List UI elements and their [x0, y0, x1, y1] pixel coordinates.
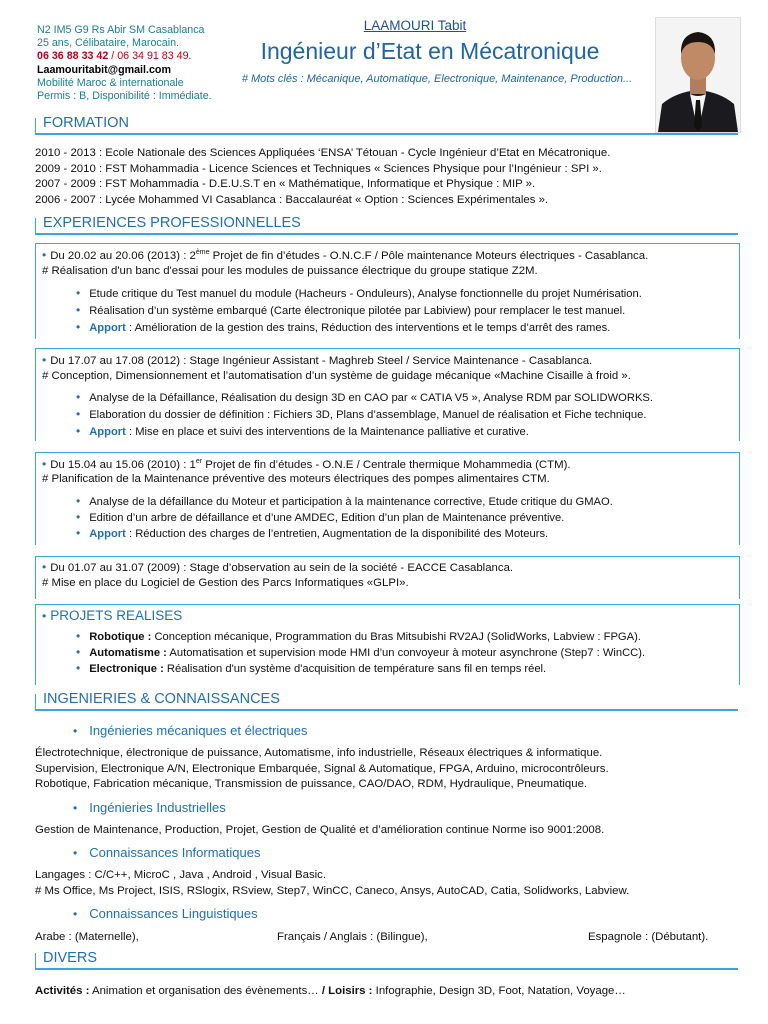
candidate-name: LAAMOURI Tabit — [363, 18, 467, 33]
job-bullet: • Edition d’un arbre de défaillance et d’une AMDEC, Edition d’un plan de Maintenance préventive. — [76, 510, 565, 524]
section-projects — [35, 604, 740, 685]
job-header: • Du 17.07 au 17.08 (2012) : Stage Ingénieur Assistant - Maghreb Steel / Service Maintenance - Casablanca. — [42, 353, 593, 367]
job-block — [35, 243, 740, 339]
project-item: • Automatisme : Automatisation et supervision mode HMI d’un convoyeur à moteur asynchrone (Step7 : WinCC). — [76, 645, 646, 659]
job-bullet: • Elaboration du dossier de définition : Fichiers 3D, Plans d’assemblage, Manuel de réalisation et Fiche technique. — [76, 407, 647, 421]
formation-item: 2006 - 2007 : Lycée Mohammed VI Casablanca : Baccalauréat « Option : Sciences Expérimentales ». — [35, 193, 549, 206]
section-title: DIVERS — [43, 950, 97, 966]
job-block — [35, 556, 740, 599]
job-block — [35, 348, 740, 441]
phones: 06 36 88 33 42 / 06 34 91 83 49. — [37, 50, 192, 63]
mech-lines: Électrotechnique, électronique de puissance, Automatisme, info industrielle, Réseaux électriques & informatique. Supervision, Electronique A/N, Electronique Embarquée, Signal & Automatique, FPGA, Arduino, microcontrôleurs. Robotique, Fabrication mécanique, Transmission de puissance, CAO/DAO, RDM, Hydraulique, Pneumatique. — [35, 747, 609, 791]
language-spanish: Espagnole : (Débutant). — [588, 931, 709, 943]
subsection-mech: • Ingénieries mécaniques et électriques — [73, 723, 308, 738]
section-skills — [35, 691, 738, 707]
divers-line: Activités : Animation et organisation des évènements… / Loisirs : Infographie, Design 3D, Foot, Natation, Voyage… — [35, 985, 626, 997]
job-description: # Réalisation d'un banc d'essai pour les modules de puissance électrique du groupe statique Z2M. — [42, 265, 538, 277]
job-header: • Du 20.02 au 20.06 (2013) : 2ème Projet de fin d’études - O.N.C.F / Pôle maintenance Moteurs électriques - Casablanca. — [42, 248, 649, 262]
section-title: • PROJETS REALISES — [42, 608, 183, 623]
project-item: • Robotique : Conception mécanique, Programmation du Bras Mitsubishi RV2AJ (SolidWorks, Labview : FPGA). — [76, 629, 641, 643]
section-experiences — [35, 215, 738, 231]
age-status: 25 ans, Célibataire, Marocain. — [37, 37, 179, 50]
job-description: # Conception, Dimensionnement et l’automatisation d’un système de guidage mécanique «Machine Cisaille à froid ». — [42, 370, 631, 382]
formation-item: 2007 - 2009 : FST Mohammadia - D.E.U.S.T en « Mathématique, Informatique et Physique : MIP ». — [35, 178, 536, 191]
job-apport: • Apport : Amélioration de la gestion des trains, Réduction des interventions et le temps d’arrêt des rames. — [76, 320, 611, 334]
formation-item: 2010 - 2013 : Ecole Nationale des Sciences Appliquées ‘ENSA’ Tétouan - Cycle Ingénieur d’Etat en Mécatronique. — [35, 147, 611, 159]
mobility: Mobilité Maroc & internationale — [37, 76, 184, 89]
section-title: INGENIERIES & CONNAISSANCES — [43, 691, 280, 707]
subsection-it: • Connaissances Informatiques — [73, 845, 261, 860]
job-title: Ingénieur d’Etat en Mécatronique — [260, 38, 600, 64]
section-divers — [35, 950, 738, 966]
job-description: # Mise en place du Logiciel de Gestion des Parcs Informatiques «GLPI». — [42, 577, 409, 589]
formation-list — [35, 146, 740, 208]
permit: Permis : B, Disponibilité : Immédiate. — [37, 90, 212, 103]
language-french-english: Français / Anglais : (Bilingue), — [277, 931, 428, 943]
job-apport: • Apport : Mise en place et suivi des interventions de la Maintenance palliative et curative. — [76, 424, 529, 438]
subsection-languages: • Connaissances Linguistiques — [73, 906, 258, 921]
job-bullet: • Réalisation d’un système embarqué (Carte électronique pilotée par Labiview) pour remplacer le test manuel. — [76, 303, 626, 317]
job-block — [35, 452, 740, 545]
job-bullet: • Analyse de la défaillance du Moteur et participation à la maintenance corrective, Etude critique du GMAO. — [76, 494, 613, 508]
subsection-industrial: • Ingénieries Industrielles — [73, 800, 226, 815]
job-description: # Planification de la Maintenance préventive des moteurs électriques des pompes alimentaires CTM. — [42, 473, 550, 485]
job-bullet: • Etude critique du Test manuel du module (Hacheurs - Onduleurs), Analyse fonctionnelle du projet Numérisation. — [76, 286, 642, 300]
project-item: • Electronique : Réalisation d'un système d'acquisition de température sans fil en temps réel. — [76, 661, 547, 675]
it-lines: Langages : C/C++, MicroC , Java , Android , Visual Basic. # Ms Office, Ms Project, ISIS, RSlogix, RSview, Step7, WinCC, Caneco, Ansys, AutoCAD, Catia, Solidworks, Labview. — [35, 869, 630, 897]
contact-block — [37, 24, 257, 103]
job-bullet: • Analyse de la Défaillance, Réalisation du design 3D en CAO par « CATIA V5 », Analyse RDM par SOLIDWORKS. — [76, 390, 653, 404]
formation-item: 2009 - 2010 : FST Mohammadia - Licence Sciences et Techniques « Sciences Physique pour l’Ingénieur : SPI ». — [35, 162, 602, 175]
job-header: • Du 01.07 au 31.07 (2009) : Stage d’observation au sein de la société - EACCE Casablanca. — [42, 560, 514, 574]
keywords: # Mots clés : Mécanique, Automatique, Electronique, Maintenance, Production... — [241, 73, 633, 85]
section-title: EXPERIENCES PROFESSIONNELLES — [43, 215, 301, 231]
email[interactable]: Laamouritabit@gmail.com — [37, 63, 171, 76]
address: N2 IM5 G9 Rs Abir SM Casablanca — [37, 24, 205, 36]
industrial-line: Gestion de Maintenance, Production, Projet, Gestion de Qualité et d’amélioration continue Norme iso 9001:2008. — [35, 824, 605, 836]
language-arabic: Arabe : (Maternelle), — [35, 931, 139, 943]
job-apport: • Apport : Réduction des charges de l’entretien, Augmentation de la disponibilité des Moteurs. — [76, 526, 549, 540]
section-formation — [35, 115, 738, 131]
job-header: • Du 15.04 au 15.06 (2010) : 1er Projet de fin d’études - O.N.E / Centrale thermique Mohammedia (CTM). — [42, 457, 571, 471]
section-title: FORMATION — [43, 115, 129, 131]
